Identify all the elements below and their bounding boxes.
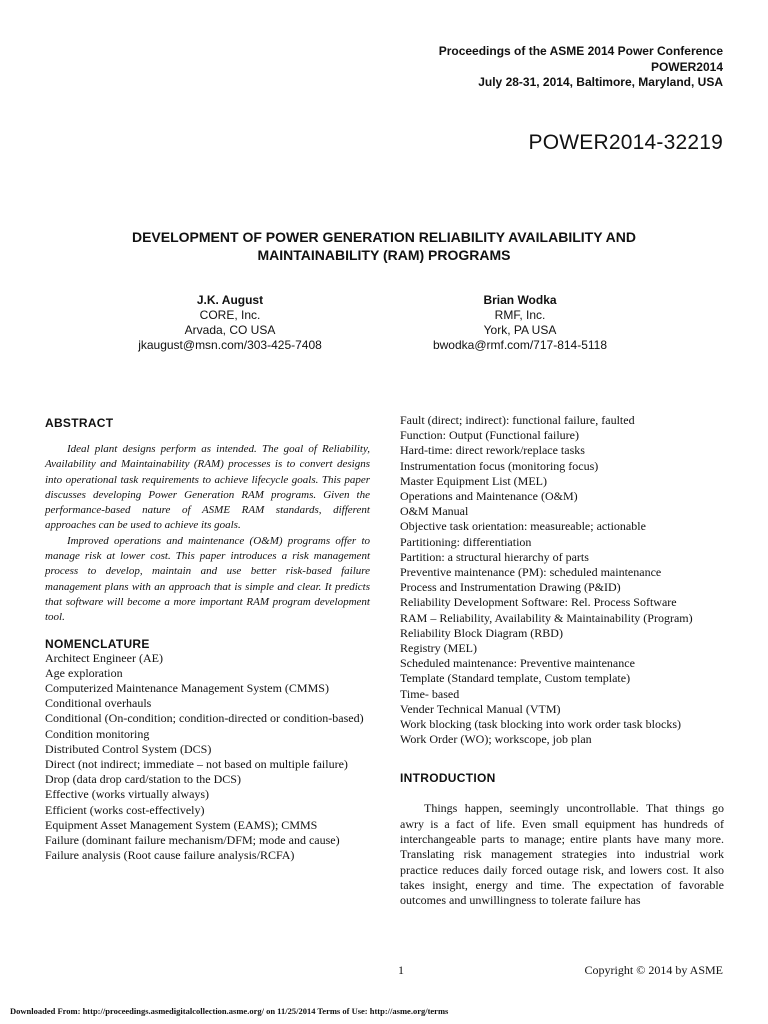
download-notice: Downloaded From: http://proceedings.asmedigitalcollection.asme.org/ on 11/25/2014 Terms of Use: http://asme.org/terms bbox=[10, 1006, 449, 1016]
abstract-paragraph: Ideal plant designs perform as intended. The goal of Reliability, Availability and Maintainability (RAM) processes is to convert designs into operational task requirements to achieve lifecycle goals. This paper discusses developing Power Generation RAM programs. Given the performance-based nature of ASME RAM standards, different approaches can be used to achieve its goals. bbox=[45, 443, 370, 532]
author-org: RMF, Inc. bbox=[494, 308, 546, 322]
nomenclature-item: Architect Engineer (AE) bbox=[45, 650, 163, 665]
nomenclature-item: Conditional (On-condition; condition-directed or condition-based) bbox=[45, 711, 364, 726]
nomenclature-item: Reliability Development Software: Rel. Process Software bbox=[400, 595, 677, 610]
author-name: J.K. August bbox=[196, 293, 264, 307]
nomenclature-list-right bbox=[400, 413, 724, 747]
nomenclature-list-left bbox=[45, 651, 370, 864]
nomenclature-item: O&M Manual bbox=[400, 504, 469, 519]
nomenclature-item: Objective task orientation: measureable; actionable bbox=[400, 519, 646, 534]
nomenclature-item: Vender Technical Manual (VTM) bbox=[400, 701, 561, 716]
nomenclature-item: Failure (dominant failure mechanism/DFM; mode and cause) bbox=[45, 833, 340, 847]
nomenclature-item: Condition monitoring bbox=[45, 726, 150, 741]
nomenclature-item: Conditional overhauls bbox=[45, 696, 152, 711]
nomenclature-item: Age exploration bbox=[45, 665, 123, 680]
nomenclature-item: Reliability Block Diagram (RBD) bbox=[400, 625, 563, 640]
author-contact: jkaugust@msn.com/303-425-7408 bbox=[138, 338, 322, 352]
nomenclature-item: Drop (data drop card/station to the DCS) bbox=[45, 772, 241, 787]
abstract-paragraph: Improved operations and maintenance (O&M) programs offer to manage risk at lower cost. This paper introduces a risk management process to develop, maintain and use better risk-based failure management plans with an approach that is simple and clear. It predicts that software will become a more important RAM program development tool. bbox=[45, 534, 370, 624]
nomenclature-item: Partition: a structural hierarchy of parts bbox=[400, 549, 589, 564]
left-column bbox=[45, 413, 370, 863]
author-block-august bbox=[110, 293, 350, 353]
abstract-heading: ABSTRACT bbox=[45, 416, 114, 430]
conference-header bbox=[439, 44, 723, 91]
author-org: CORE, Inc. bbox=[199, 308, 261, 322]
nomenclature-heading: NOMENCLATURE bbox=[45, 636, 150, 651]
title-line: DEVELOPMENT OF POWER GENERATION RELIABILITY AVAILABILITY AND bbox=[131, 229, 636, 245]
right-column bbox=[400, 413, 724, 909]
nomenclature-item: Fault (direct; indirect): functional failure, faulted bbox=[400, 413, 635, 427]
nomenclature-item: Template (Standard template, Custom template) bbox=[400, 671, 631, 686]
page-number: 1 bbox=[398, 963, 404, 977]
author-location: York, PA USA bbox=[483, 323, 557, 337]
nomenclature-item: Equipment Asset Management System (EAMS); CMMS bbox=[45, 817, 318, 832]
nomenclature-item: Failure analysis (Root cause failure analysis/RCFA) bbox=[45, 848, 295, 863]
nomenclature-item: RAM – Reliability, Availability & Maintainability (Program) bbox=[400, 610, 693, 625]
paper-id: POWER2014-32219 bbox=[528, 131, 723, 154]
nomenclature-item: Instrumentation focus (monitoring focus) bbox=[400, 458, 599, 473]
introduction-paragraph: Things happen, seemingly uncontrollable. That things go awry is a fact of life. Even small equipment has hundreds of interchangeable parts to manage; entire plants have many more. Translating risk management strategies into industrial work practice reduces daily forced outage risk, and lowers cost. It also takes insight, energy and time. The expectation of favorable outcomes and unwillingness to tolerate failure has bbox=[400, 801, 724, 908]
title-line: MAINTAINABILITY (RAM) PROGRAMS bbox=[257, 247, 511, 263]
nomenclature-item: Operations and Maintenance (O&M) bbox=[400, 489, 578, 504]
conference-date-location: July 28-31, 2014, Baltimore, Maryland, USA bbox=[478, 75, 723, 89]
nomenclature-item: Time- based bbox=[400, 686, 460, 701]
nomenclature-item: Distributed Control System (DCS) bbox=[45, 741, 212, 756]
abstract-body bbox=[45, 442, 370, 626]
nomenclature-item: Process and Instrumentation Drawing (P&ID) bbox=[400, 580, 621, 595]
nomenclature-item: Effective (works virtually always) bbox=[45, 787, 210, 802]
author-location: Arvada, CO USA bbox=[184, 323, 276, 337]
copyright-notice: Copyright © 2014 by ASME bbox=[584, 963, 723, 977]
author-block-wodka bbox=[390, 293, 650, 353]
nomenclature-item: Work Order (WO); workscope, job plan bbox=[400, 732, 592, 747]
author-contact: bwodka@rmf.com/717-814-5118 bbox=[432, 338, 608, 352]
paper-title bbox=[60, 228, 708, 264]
nomenclature-item: Partitioning: differentiation bbox=[400, 534, 532, 549]
nomenclature-item: Efficient (works cost-effectively) bbox=[45, 802, 205, 817]
nomenclature-item: Preventive maintenance (PM): scheduled maintenance bbox=[400, 565, 662, 580]
conference-name: Proceedings of the ASME 2014 Power Conference bbox=[438, 44, 723, 58]
nomenclature-item: Direct (not indirect; immediate – not based on multiple failure) bbox=[45, 756, 348, 771]
nomenclature-item: Function: Output (Functional failure) bbox=[400, 428, 579, 443]
author-name: Brian Wodka bbox=[483, 293, 557, 307]
introduction-heading: INTRODUCTION bbox=[400, 771, 496, 786]
nomenclature-item: Work blocking (task blocking into work order task blocks) bbox=[400, 717, 681, 732]
nomenclature-item: Computerized Maintenance Management System (CMMS) bbox=[45, 680, 329, 695]
nomenclature-item: Registry (MEL) bbox=[400, 641, 477, 656]
conference-code: POWER2014 bbox=[650, 59, 723, 74]
nomenclature-item: Master Equipment List (MEL) bbox=[400, 473, 547, 488]
nomenclature-item: Scheduled maintenance: Preventive maintenance bbox=[400, 656, 635, 671]
nomenclature-item: Hard-time: direct rework/replace tasks bbox=[400, 443, 585, 458]
